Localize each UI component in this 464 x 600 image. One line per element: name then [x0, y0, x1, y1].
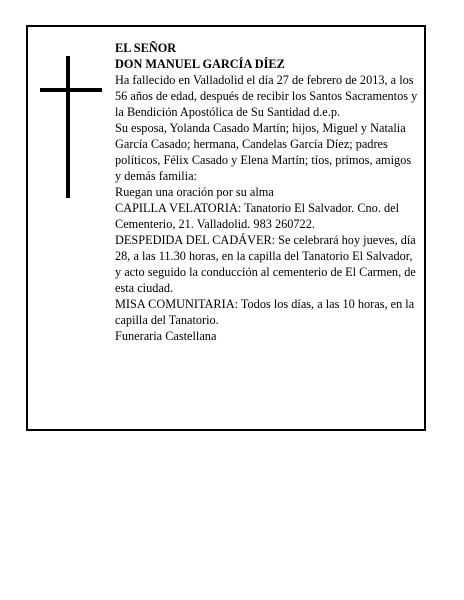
cross-horizontal-bar	[40, 88, 102, 92]
funeral-farewell-info: DESPEDIDA DEL CADÁVER: Se celebrará hoy jueves, día 28, a las 11.30 horas, en la capilla del Tanatorio El Salvador, y acto seguido la conducción al cementerio de El Carmen, de esta ciudad.	[115, 233, 416, 295]
death-announcement: Ha fallecido en Valladolid el día 27 de febrero de 2013, a los 56 años de edad, después de recibir los Santos Sacramentos y la Bendición Apostólica de Su Santidad d.e.p.	[115, 73, 418, 119]
notice-text	[115, 40, 420, 344]
wake-chapel-info: CAPILLA VELATORIA: Tanatorio El Salvador. Cno. del Cementerio, 21. Valladolid. 983 260722.	[115, 201, 399, 231]
cross-vertical-bar	[66, 56, 70, 198]
deceased-name: DON MANUEL GARCÍA DÍEZ	[115, 57, 285, 71]
obituary-notice	[26, 25, 426, 431]
prayer-request: Ruegan una oración por su alma	[115, 185, 274, 199]
funeral-home-name: Funeraria Castellana	[115, 329, 217, 343]
cross-icon	[40, 56, 102, 198]
family-members: Su esposa, Yolanda Casado Martín; hijos, Miguel y Natalia García Casado; hermana, Candelas García Díez; padres políticos, Félix Casado y Elena Martín; tíos, primos, amigos y demás familia:	[115, 121, 412, 183]
community-mass-info: MISA COMUNITARIA: Todos los días, a las 10 horas, en la capilla del Tanatorio.	[115, 297, 415, 327]
notice-heading-title: EL SEÑOR	[115, 41, 177, 55]
